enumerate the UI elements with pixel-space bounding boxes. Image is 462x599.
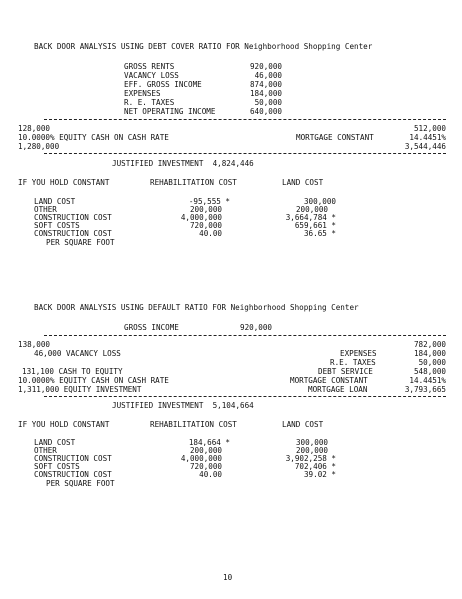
table-cell-land: 200,000 (295, 446, 328, 455)
table-row-sublabel: PER SQUARE FOOT (46, 238, 115, 247)
income-label-re-taxes: R. E. TAXES (124, 98, 175, 107)
table-cell-rehab: 720,000 (189, 462, 222, 471)
income-label-gross-rents: GROSS RENTS (124, 62, 175, 71)
s2-right-label: DEBT SERVICE (318, 367, 373, 376)
income-value-gross-rents: 920,000 (249, 62, 282, 71)
s2-justified-investment: JUSTIFIED INVESTMENT 5,104,664 (112, 401, 254, 410)
s2-header-rehab-cost: REHABILITATION COST (150, 420, 237, 429)
table-row-label: CONSTRUCTION COST (34, 229, 112, 238)
divider (44, 396, 446, 397)
table-cell-land: 39.02 * (303, 470, 336, 479)
income-label-expenses: EXPENSES (124, 89, 161, 98)
table-cell-rehab: 184,664 * (188, 438, 230, 447)
table-row-label: CONSTRUCTION COST (34, 213, 112, 222)
income-value-expenses: 184,000 (249, 89, 282, 98)
page-number: 10 (223, 573, 233, 582)
s2-right-label: R.E. TAXES (330, 358, 376, 367)
s1-equity-rate: 10.0000% EQUITY CASH ON CASH RATE (18, 133, 169, 142)
table-row-label: OTHER (34, 446, 57, 455)
table-cell-land: 659,661 * (294, 221, 336, 230)
table-row-label: LAND COST (34, 438, 76, 447)
income-value-noi: 640,000 (249, 107, 282, 116)
s2-left-line: 1,311,000 EQUITY INVESTMENT (18, 385, 142, 394)
s1-justified-investment: JUSTIFIED INVESTMENT 4,824,446 (112, 159, 254, 168)
table-cell-land: 300,000 (303, 197, 336, 206)
divider (44, 335, 446, 336)
s1-mortgage-constant-label: MORTGAGE CONSTANT (296, 133, 374, 142)
income-label-eff-gross-income: EFF. GROSS INCOME (124, 80, 202, 89)
table-cell-land: 200,000 (295, 205, 328, 214)
table-cell-land: 36.65 * (303, 229, 336, 238)
s2-left-line: 131,100 CASH TO EQUITY (22, 367, 123, 376)
s2-header-land-cost: LAND COST (282, 420, 324, 429)
s2-right-value: 548,000 (413, 367, 446, 376)
income-label-noi: NET OPERATING INCOME (124, 107, 216, 116)
table-row-label: OTHER (34, 205, 57, 214)
income-value-vacancy-loss: 46,000 (254, 71, 282, 80)
s1-equity-investment: 1,280,000 (18, 142, 60, 151)
table-cell-rehab: 200,000 (189, 205, 222, 214)
table-row-sublabel: PER SQUARE FOOT (46, 479, 115, 488)
s2-right-value: 3,793,665 (404, 385, 446, 394)
s1-header-rehab-cost: REHABILITATION COST (150, 178, 237, 187)
table-row-label: SOFT COSTS (34, 462, 80, 471)
s2-left-line: 138,000 (18, 340, 51, 349)
income-value-re-taxes: 50,000 (254, 98, 282, 107)
table-row-label: CONSTRUCTION COST (34, 470, 112, 479)
table-cell-rehab: 40.00 (199, 229, 222, 238)
s1-mortgage-constant-value: 14.4451% (409, 133, 446, 142)
table-cell-rehab: 4,000,000 (180, 213, 222, 222)
table-cell-rehab: 40.00 (199, 470, 222, 479)
table-cell-land: 3,664,784 * (285, 213, 336, 222)
s1-mortgage-loan: 3,544,446 (404, 142, 446, 151)
s1-header-land-cost: LAND COST (282, 178, 324, 187)
divider (44, 119, 446, 120)
divider (44, 153, 446, 154)
s2-gross-income-value: 920,000 (240, 323, 273, 332)
section1-title: BACK DOOR ANALYSIS USING DEBT COVER RATIO FOR Neighborhood Shopping Center (34, 42, 373, 51)
s2-right-value: 782,000 (413, 340, 446, 349)
table-cell-rehab: -95,555 * (188, 197, 230, 206)
table-cell-land: 702,406 * (294, 462, 336, 471)
table-row-label: SOFT COSTS (34, 221, 80, 230)
table-cell-rehab: 4,000,000 (180, 454, 222, 463)
s2-right-label: MORTGAGE LOAN (308, 385, 368, 394)
s1-header-hold-constant: IF YOU HOLD CONSTANT (18, 178, 110, 187)
table-cell-rehab: 720,000 (189, 221, 222, 230)
s2-header-hold-constant: IF YOU HOLD CONSTANT (18, 420, 110, 429)
table-row-label: LAND COST (34, 197, 76, 206)
table-cell-land: 3,902,258 * (285, 454, 336, 463)
income-value-eff-gross-income: 874,000 (249, 80, 282, 89)
s2-right-value: 184,000 (413, 349, 446, 358)
s2-right-label: MORTGAGE CONSTANT (290, 376, 368, 385)
section2-title: BACK DOOR ANALYSIS USING DEFAULT RATIO FOR Neighborhood Shopping Center (34, 303, 359, 312)
income-label-vacancy-loss: VACANCY LOSS (124, 71, 179, 80)
s2-right-value: 14.4451% (409, 376, 446, 385)
s2-gross-income-label: GROSS INCOME (124, 323, 179, 332)
table-cell-land: 300,000 (295, 438, 328, 447)
table-cell-rehab: 200,000 (189, 446, 222, 455)
s1-debt-service: 512,000 (413, 124, 446, 133)
s2-left-line: 46,000 VACANCY LOSS (34, 349, 121, 358)
s2-left-line: 10.0000% EQUITY CASH ON CASH RATE (18, 376, 169, 385)
s1-equity-cash: 128,000 (18, 124, 51, 133)
table-row-label: CONSTRUCTION COST (34, 454, 112, 463)
s2-right-label: EXPENSES (340, 349, 377, 358)
s2-right-value: 50,000 (418, 358, 446, 367)
